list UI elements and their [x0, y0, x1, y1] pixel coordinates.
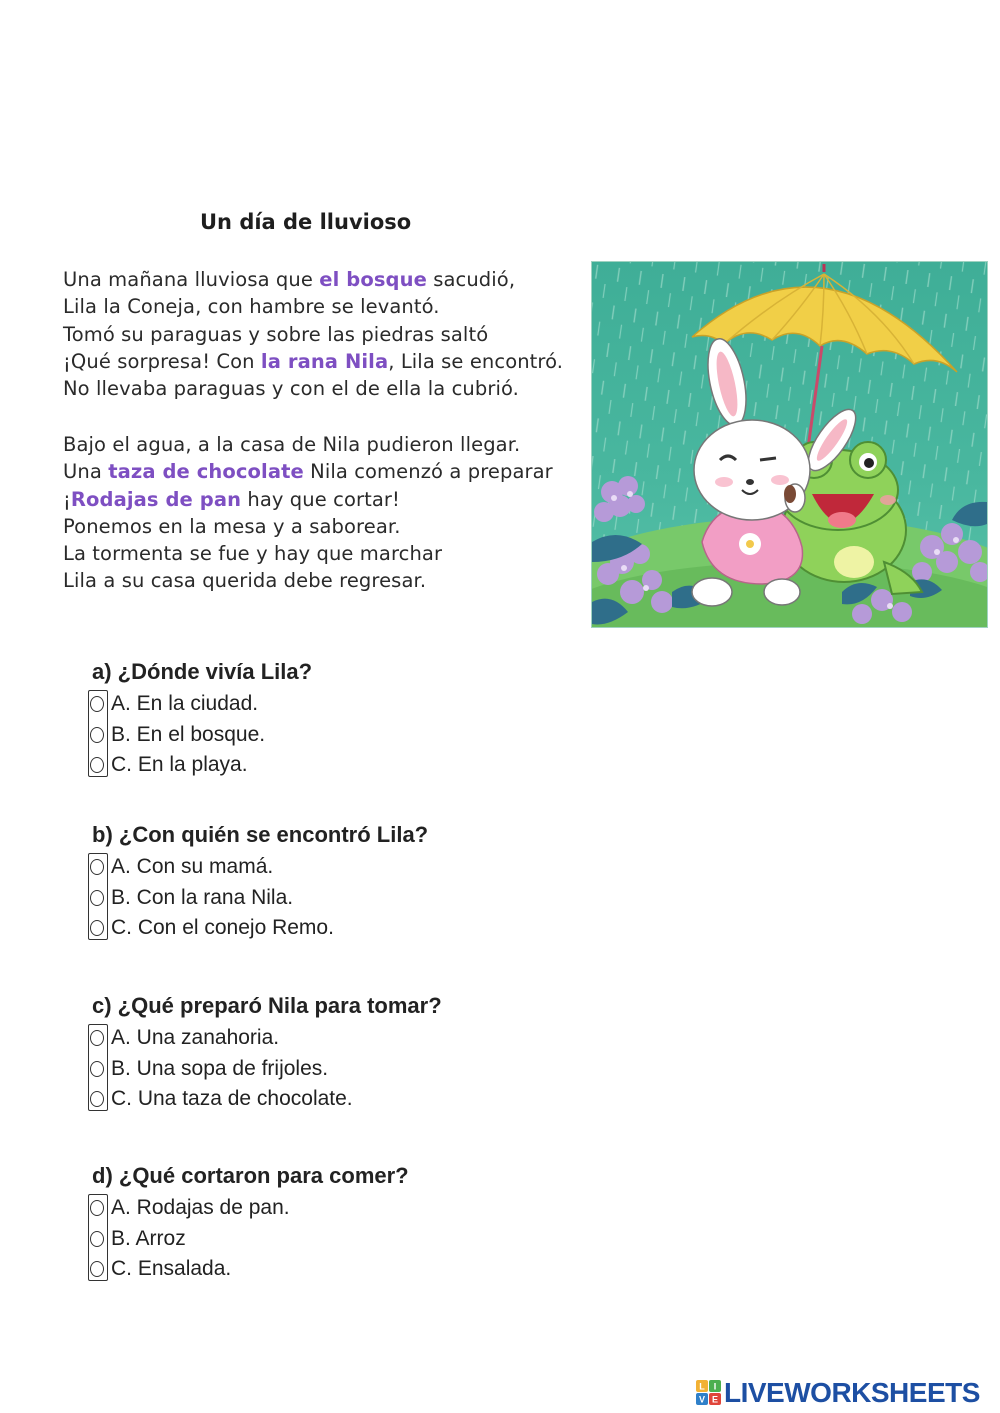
poem-text: Una	[63, 460, 109, 484]
question-d-text: d) ¿Qué cortaron para comer?	[92, 1163, 409, 1188]
option-label[interactable]: A. En la ciudad.	[111, 692, 259, 716]
radio-button[interactable]	[90, 757, 104, 773]
option-c-1[interactable]	[88, 1023, 442, 1054]
poem-line	[63, 540, 553, 567]
option-label[interactable]: C. Una taza de chocolate.	[111, 1087, 353, 1111]
poem-line	[63, 321, 563, 348]
option-label[interactable]: C. En la playa.	[111, 753, 248, 777]
poem-text: ¡	[63, 487, 71, 511]
liveworksheets-brand[interactable]	[696, 1377, 980, 1409]
poem-line	[63, 375, 563, 402]
page-title: Un día de lluvioso	[200, 210, 412, 234]
option-label[interactable]: B. En el bosque.	[111, 722, 266, 746]
poem-line	[63, 458, 553, 485]
poem-line	[63, 266, 563, 293]
option-a-1[interactable]	[88, 689, 312, 720]
poem-stanza-2	[63, 431, 553, 595]
option-a-3[interactable]	[88, 750, 312, 781]
question-d	[92, 1162, 409, 1285]
radio-button[interactable]	[90, 1200, 104, 1216]
question-b	[92, 821, 428, 944]
question-a	[92, 658, 312, 781]
highlighted-phrase: la rana Nila	[260, 349, 389, 373]
poem-text: sacudió,	[426, 268, 516, 291]
poem-line	[63, 348, 563, 375]
question-c-text: c) ¿Qué preparó Nila para tomar?	[92, 993, 442, 1018]
radio-button[interactable]	[90, 696, 104, 712]
option-c-3[interactable]	[88, 1084, 442, 1115]
option-b-3[interactable]	[88, 913, 428, 944]
radio-button[interactable]	[90, 1091, 104, 1107]
question-b-text: b) ¿Con quién se encontró Lila?	[92, 822, 429, 847]
radio-button[interactable]	[90, 1030, 104, 1046]
poem-line	[63, 293, 563, 320]
poem-line	[63, 431, 553, 458]
poem-text: Lila a su casa querida debe regresar.	[63, 569, 427, 593]
poem-stanza-1	[63, 266, 563, 402]
question-c	[92, 992, 442, 1115]
liveworksheets-logo-icon	[696, 1380, 722, 1406]
option-label[interactable]: B. Arroz	[111, 1226, 186, 1250]
highlighted-phrase: el bosque	[319, 268, 427, 291]
option-d-3[interactable]	[88, 1254, 409, 1285]
option-b-2[interactable]	[88, 883, 428, 914]
poem-line	[63, 513, 553, 540]
radio-button[interactable]	[90, 920, 104, 936]
poem-text: Nila comenzó a preparar	[303, 460, 553, 484]
option-a-2[interactable]	[88, 720, 312, 751]
svg-text:I: I	[713, 1381, 717, 1392]
rabbit-frog-umbrella-image	[592, 262, 987, 627]
poem-text: Tomó su paraguas y sobre las piedras saltó	[63, 322, 489, 346]
option-label[interactable]: B. Con la rana Nila.	[111, 885, 294, 909]
poem-line	[63, 567, 553, 594]
option-d-1[interactable]	[88, 1193, 409, 1224]
radio-button[interactable]	[90, 1261, 104, 1277]
poem-text: No llevaba paraguas y con el de ella la cubrió.	[63, 377, 519, 401]
option-label[interactable]: C. Con el conejo Remo.	[111, 916, 334, 940]
svg-text:L: L	[699, 1381, 705, 1392]
svg-text:V: V	[698, 1394, 706, 1405]
poem-line	[63, 486, 553, 513]
option-d-2[interactable]	[88, 1224, 409, 1255]
story-illustration	[591, 261, 988, 628]
question-c-options	[88, 1023, 442, 1115]
question-b-options	[88, 852, 428, 944]
option-label[interactable]: A. Con su mamá.	[111, 855, 274, 879]
question-a-options	[88, 689, 312, 781]
poem-text: Ponemos en la mesa y a saborear.	[63, 514, 401, 538]
option-label[interactable]: A. Una zanahoria.	[111, 1026, 280, 1050]
radio-button[interactable]	[90, 727, 104, 743]
option-c-2[interactable]	[88, 1054, 442, 1085]
radio-button[interactable]	[90, 859, 104, 875]
radio-button[interactable]	[90, 1061, 104, 1077]
poem-text: hay que cortar!	[241, 487, 400, 511]
radio-button[interactable]	[90, 890, 104, 906]
option-label[interactable]: C. Ensalada.	[111, 1257, 232, 1281]
poem-text: Una mañana lluviosa que	[63, 268, 320, 291]
poem-text: La tormenta se fue y hay que marchar	[63, 542, 443, 566]
radio-button[interactable]	[90, 1231, 104, 1247]
question-d-options	[88, 1193, 409, 1285]
highlighted-phrase: Rodajas de pan	[70, 487, 242, 511]
option-label[interactable]: B. Una sopa de frijoles.	[111, 1056, 329, 1080]
poem-text: Bajo el agua, a la casa de Nila pudieron llegar.	[63, 433, 521, 456]
poem-text: , Lila se encontró.	[388, 349, 564, 373]
question-a-text: a) ¿Dónde vivía Lila?	[92, 659, 313, 684]
brand-name: LIVEWORKSHEETS	[724, 1377, 980, 1408]
poem-text: Lila la Coneja, con hambre se levantó.	[63, 295, 440, 319]
option-b-1[interactable]	[88, 852, 428, 883]
poem-text: ¡Qué sorpresa! Con	[63, 349, 261, 373]
svg-text:E: E	[711, 1394, 719, 1405]
highlighted-phrase: taza de chocolate	[108, 460, 304, 484]
option-label[interactable]: A. Rodajas de pan.	[111, 1196, 290, 1220]
